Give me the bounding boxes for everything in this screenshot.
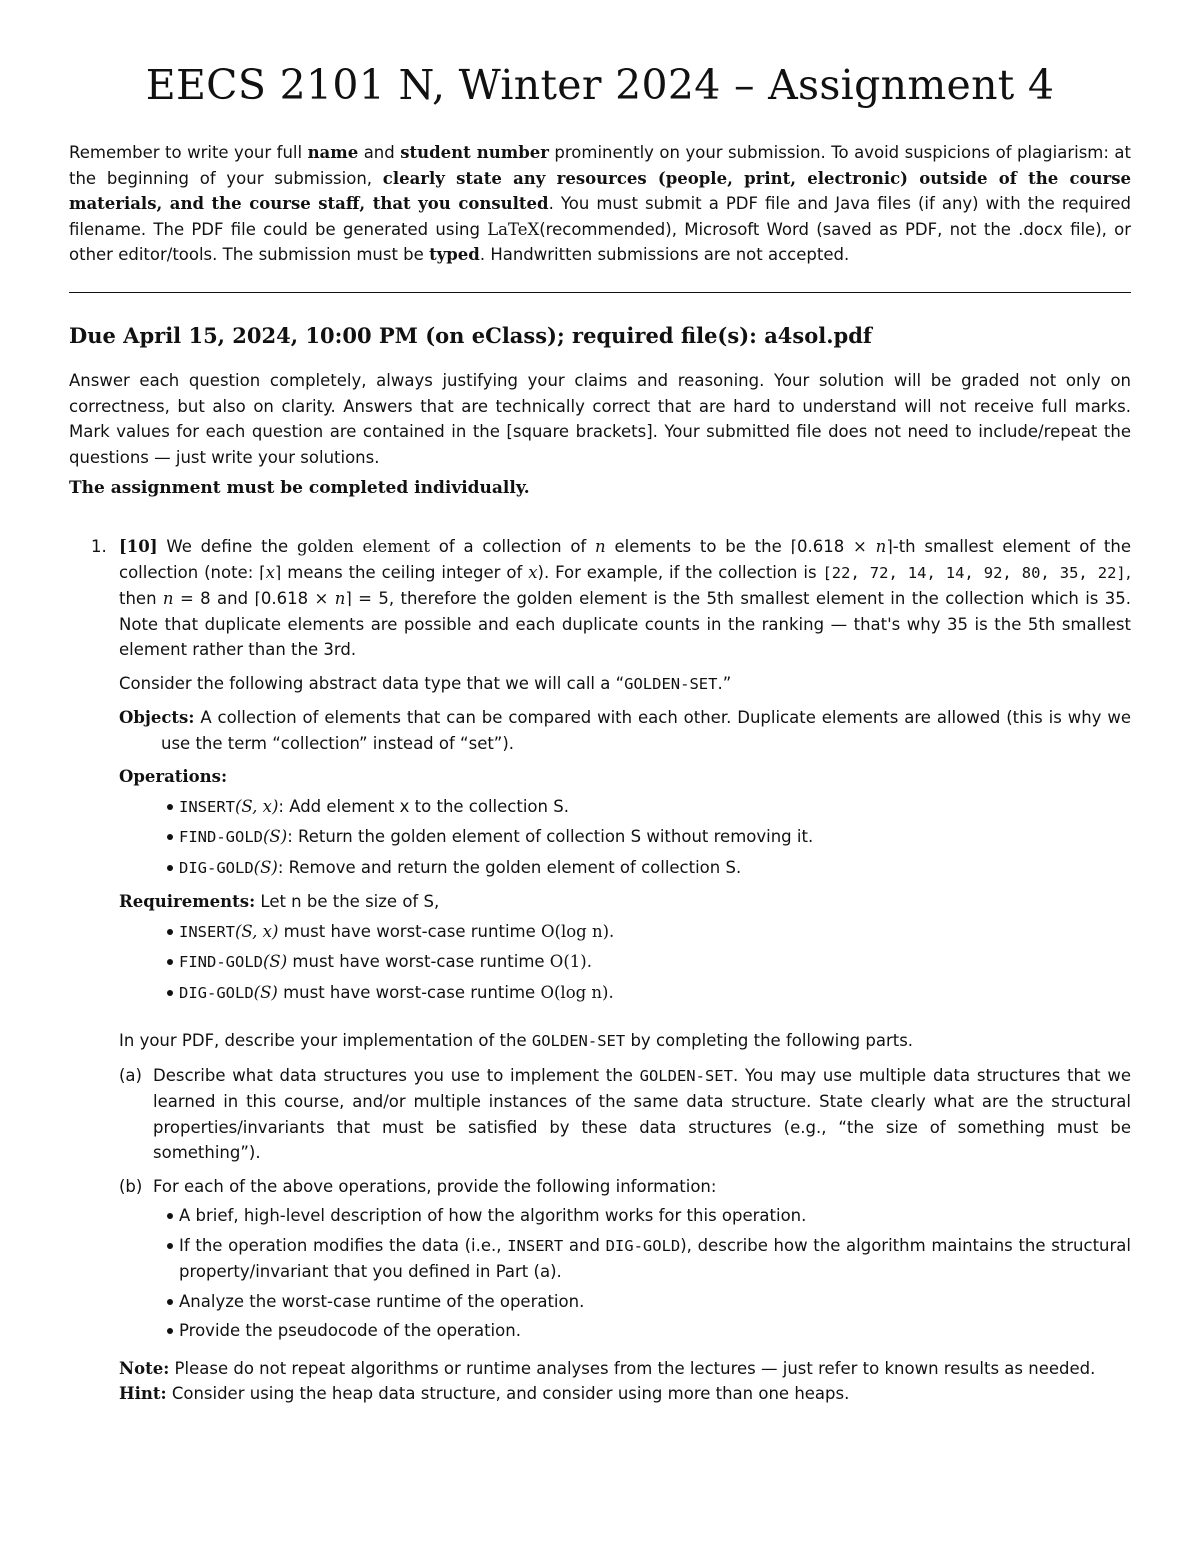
- implementation-intro: [119, 1028, 1131, 1055]
- requirements-text: Let n be the size of S,: [255, 892, 440, 911]
- question-number: 1.: [91, 537, 107, 556]
- text: ), describe how the algorithm maintains the structural property/invariant that you defined in Part (a).: [179, 1235, 1131, 1281]
- req-code: FIND-GOLD: [179, 953, 263, 971]
- intro-text: and: [358, 143, 401, 162]
- math-n: n: [334, 589, 346, 608]
- latex-logo-text: LaTeX: [487, 219, 540, 239]
- math-n: n: [595, 537, 606, 556]
- list-item: [179, 855, 1131, 882]
- math-x: x: [528, 562, 538, 582]
- example-list: [22, 72, 14, 14, 92, 80, 35, 22]: [822, 563, 1126, 582]
- op-code: FIND-GOLD: [179, 828, 263, 846]
- instructions-text: Answer each question completely, always justifying your claims and reasoning. Your solution will be graded not only on correctness, but also on clarity. Answers that are technically correct that are hard to understand will not receive full marks. Mark values for each question are contained in the [square brackets]. Your submitted file does not need to include/repeat the questions — just write your solutions.: [69, 371, 1131, 467]
- list-item: [179, 1233, 1131, 1285]
- list-item: [179, 949, 1131, 976]
- list-item: [179, 794, 1131, 821]
- op-text: : Add element x to the collection S.: [278, 796, 569, 816]
- text: In your PDF, describe your implementation of the: [119, 1031, 532, 1050]
- req-args: (S): [263, 952, 288, 971]
- text: and: [563, 1235, 606, 1255]
- hint-text: Consider using the heap data structure, and consider using more than one heaps.: [166, 1384, 850, 1403]
- objects-label: Objects:: [119, 708, 195, 727]
- golden-set-code: GOLDEN-SET: [639, 1066, 733, 1085]
- question-body: [119, 534, 1131, 1407]
- golden-set-code: GOLDEN-SET: [531, 1032, 626, 1050]
- text: If the operation modifies the data (i.e.,: [179, 1235, 508, 1255]
- horizontal-rule: [69, 292, 1131, 293]
- text: Consider the following abstract data type that we will call a “: [119, 673, 625, 693]
- intro-bold-resources: clearly state any resources (people, print, electronic) outside of the course materials, and the course staff, that you consulted: [69, 168, 1131, 213]
- text: ). For example, if the collection is: [537, 562, 823, 582]
- math-n: n: [162, 589, 174, 608]
- text: , then: [119, 562, 1131, 608]
- list-item: [179, 980, 1131, 1007]
- question-definition: [119, 534, 1131, 663]
- list-item: A brief, high-level description of how the algorithm works for this operation.: [179, 1203, 1131, 1229]
- req-text: must have worst-case runtime: [277, 982, 541, 1002]
- text: We define the: [157, 537, 297, 556]
- part-a-text: . You may use multiple data structures that we learned in this course, and/or multiple instances of the same data structure. State clearly what are the structural properties/invariants that must be satisfied by these data structures (e.g., “the size of something must be something”).: [153, 1065, 1131, 1162]
- objects-text: A collection of elements that can be compared with each other. Duplicate elements are allowed (this is why we use the term “collection” instead of “set”).: [161, 708, 1131, 753]
- req-code: DIG-GOLD: [179, 983, 254, 1002]
- question-marks: [10]: [119, 537, 158, 556]
- math-x: x: [265, 562, 275, 582]
- intro-text: . Handwritten submissions are not accepted.: [479, 245, 850, 264]
- intro-text: (recommended), Microsoft Word (saved as PDF, not the .docx file), or other editor/tools. The submission must be: [69, 219, 1132, 264]
- insert-code: INSERT: [507, 1236, 564, 1255]
- text: ⌉ = 5, therefore the golden element is the 5th smallest element in the collection which is 35. Note that duplicate elements are possible and each duplicate counts in the ranking — that's why 35 is the 5th smallest element rather than the 3rd.: [119, 589, 1131, 659]
- adt-intro: [119, 671, 1131, 698]
- op-args: (S): [253, 857, 278, 877]
- part-a: [119, 1063, 1131, 1166]
- text: ⌉-th smallest element of the collection (note: ⌈: [119, 537, 1132, 582]
- intro-bold-student-number: student number: [400, 143, 549, 162]
- individual-notice: The assignment must be completed individually.: [69, 478, 530, 498]
- text: elements to be the ⌈0.618 ×: [605, 537, 876, 556]
- intro-text: Remember to write your full: [69, 143, 308, 162]
- part-a-text: Describe what data structures you use to implement the: [153, 1065, 640, 1085]
- op-text: : Remove and return the golden element of collection S.: [277, 857, 742, 877]
- part-b-list: [153, 1203, 1131, 1344]
- golden-set-code: GOLDEN-SET: [624, 674, 718, 693]
- part-b: [119, 1174, 1131, 1344]
- text: by completing the following parts.: [625, 1031, 914, 1050]
- intro-paragraph: [69, 140, 1131, 268]
- req-code: INSERT: [179, 922, 235, 941]
- text: of a collection of: [429, 537, 596, 556]
- op-code: DIG-GOLD: [179, 858, 254, 877]
- intro-text: prominently on your submission. To avoid suspicions of plagiarism: at the beginning of your submission,: [69, 143, 1131, 188]
- intro-bold-name: name: [307, 143, 359, 162]
- dig-gold-code: DIG-GOLD: [605, 1236, 681, 1255]
- text: ⌉ means the ceiling integer of: [274, 562, 529, 582]
- text: = 8 and ⌈0.618 ×: [173, 589, 335, 608]
- requirements-list: [119, 919, 1131, 1007]
- operations-label: Operations:: [119, 767, 228, 786]
- list-item: [179, 824, 1131, 851]
- note-label: Note:: [119, 1358, 170, 1378]
- hint-label: Hint:: [119, 1384, 167, 1403]
- requirements-block: [119, 889, 1131, 1006]
- golden-element-term: golden element: [296, 537, 430, 556]
- op-args: (S, x): [235, 796, 279, 816]
- intro-bold-typed: typed: [429, 245, 480, 264]
- req-bigo: O(1).: [549, 952, 592, 971]
- hint-line: [119, 1381, 1131, 1407]
- instructions-paragraph: [69, 368, 1131, 470]
- op-args: (S): [263, 827, 288, 846]
- part-b-text: For each of the above operations, provide the following information:: [153, 1176, 717, 1196]
- list-item: [179, 919, 1131, 946]
- req-args: (S): [253, 982, 278, 1002]
- op-code: INSERT: [179, 797, 235, 816]
- page-title: EECS 2101 N, Winter 2024 – Assignment 4: [145, 61, 1055, 109]
- operations-list: [119, 794, 1131, 882]
- due-date-heading: Due April 15, 2024, 10:00 PM (on eClass); required file(s): a4sol.pdf: [69, 323, 872, 348]
- text: .”: [717, 673, 732, 693]
- part-a-label: (a): [119, 1065, 142, 1085]
- req-bigo: O(log n).: [541, 921, 615, 941]
- req-text: must have worst-case runtime: [287, 952, 550, 971]
- intro-text: . You must submit a PDF file and Java files (if any) with the required filename. The PDF file could be generated using: [69, 194, 1131, 239]
- list-item: Provide the pseudocode of the operation.: [179, 1318, 1131, 1344]
- requirements-label: Requirements:: [119, 892, 256, 911]
- objects-block: [119, 705, 1131, 756]
- math-n: n: [875, 537, 887, 556]
- part-b-label: (b): [119, 1176, 143, 1196]
- note-line: [119, 1356, 1131, 1382]
- note-text: Please do not repeat algorithms or runtime analyses from the lectures — just refer to known results as needed.: [169, 1358, 1096, 1378]
- question-1: [69, 534, 1131, 1407]
- req-text: must have worst-case runtime: [278, 921, 541, 941]
- op-text: : Return the golden element of collection S without removing it.: [287, 827, 814, 846]
- list-item: Analyze the worst-case runtime of the operation.: [179, 1289, 1131, 1315]
- operations-block: [119, 764, 1131, 881]
- req-args: (S, x): [235, 921, 279, 941]
- req-bigo: O(log n).: [540, 982, 614, 1002]
